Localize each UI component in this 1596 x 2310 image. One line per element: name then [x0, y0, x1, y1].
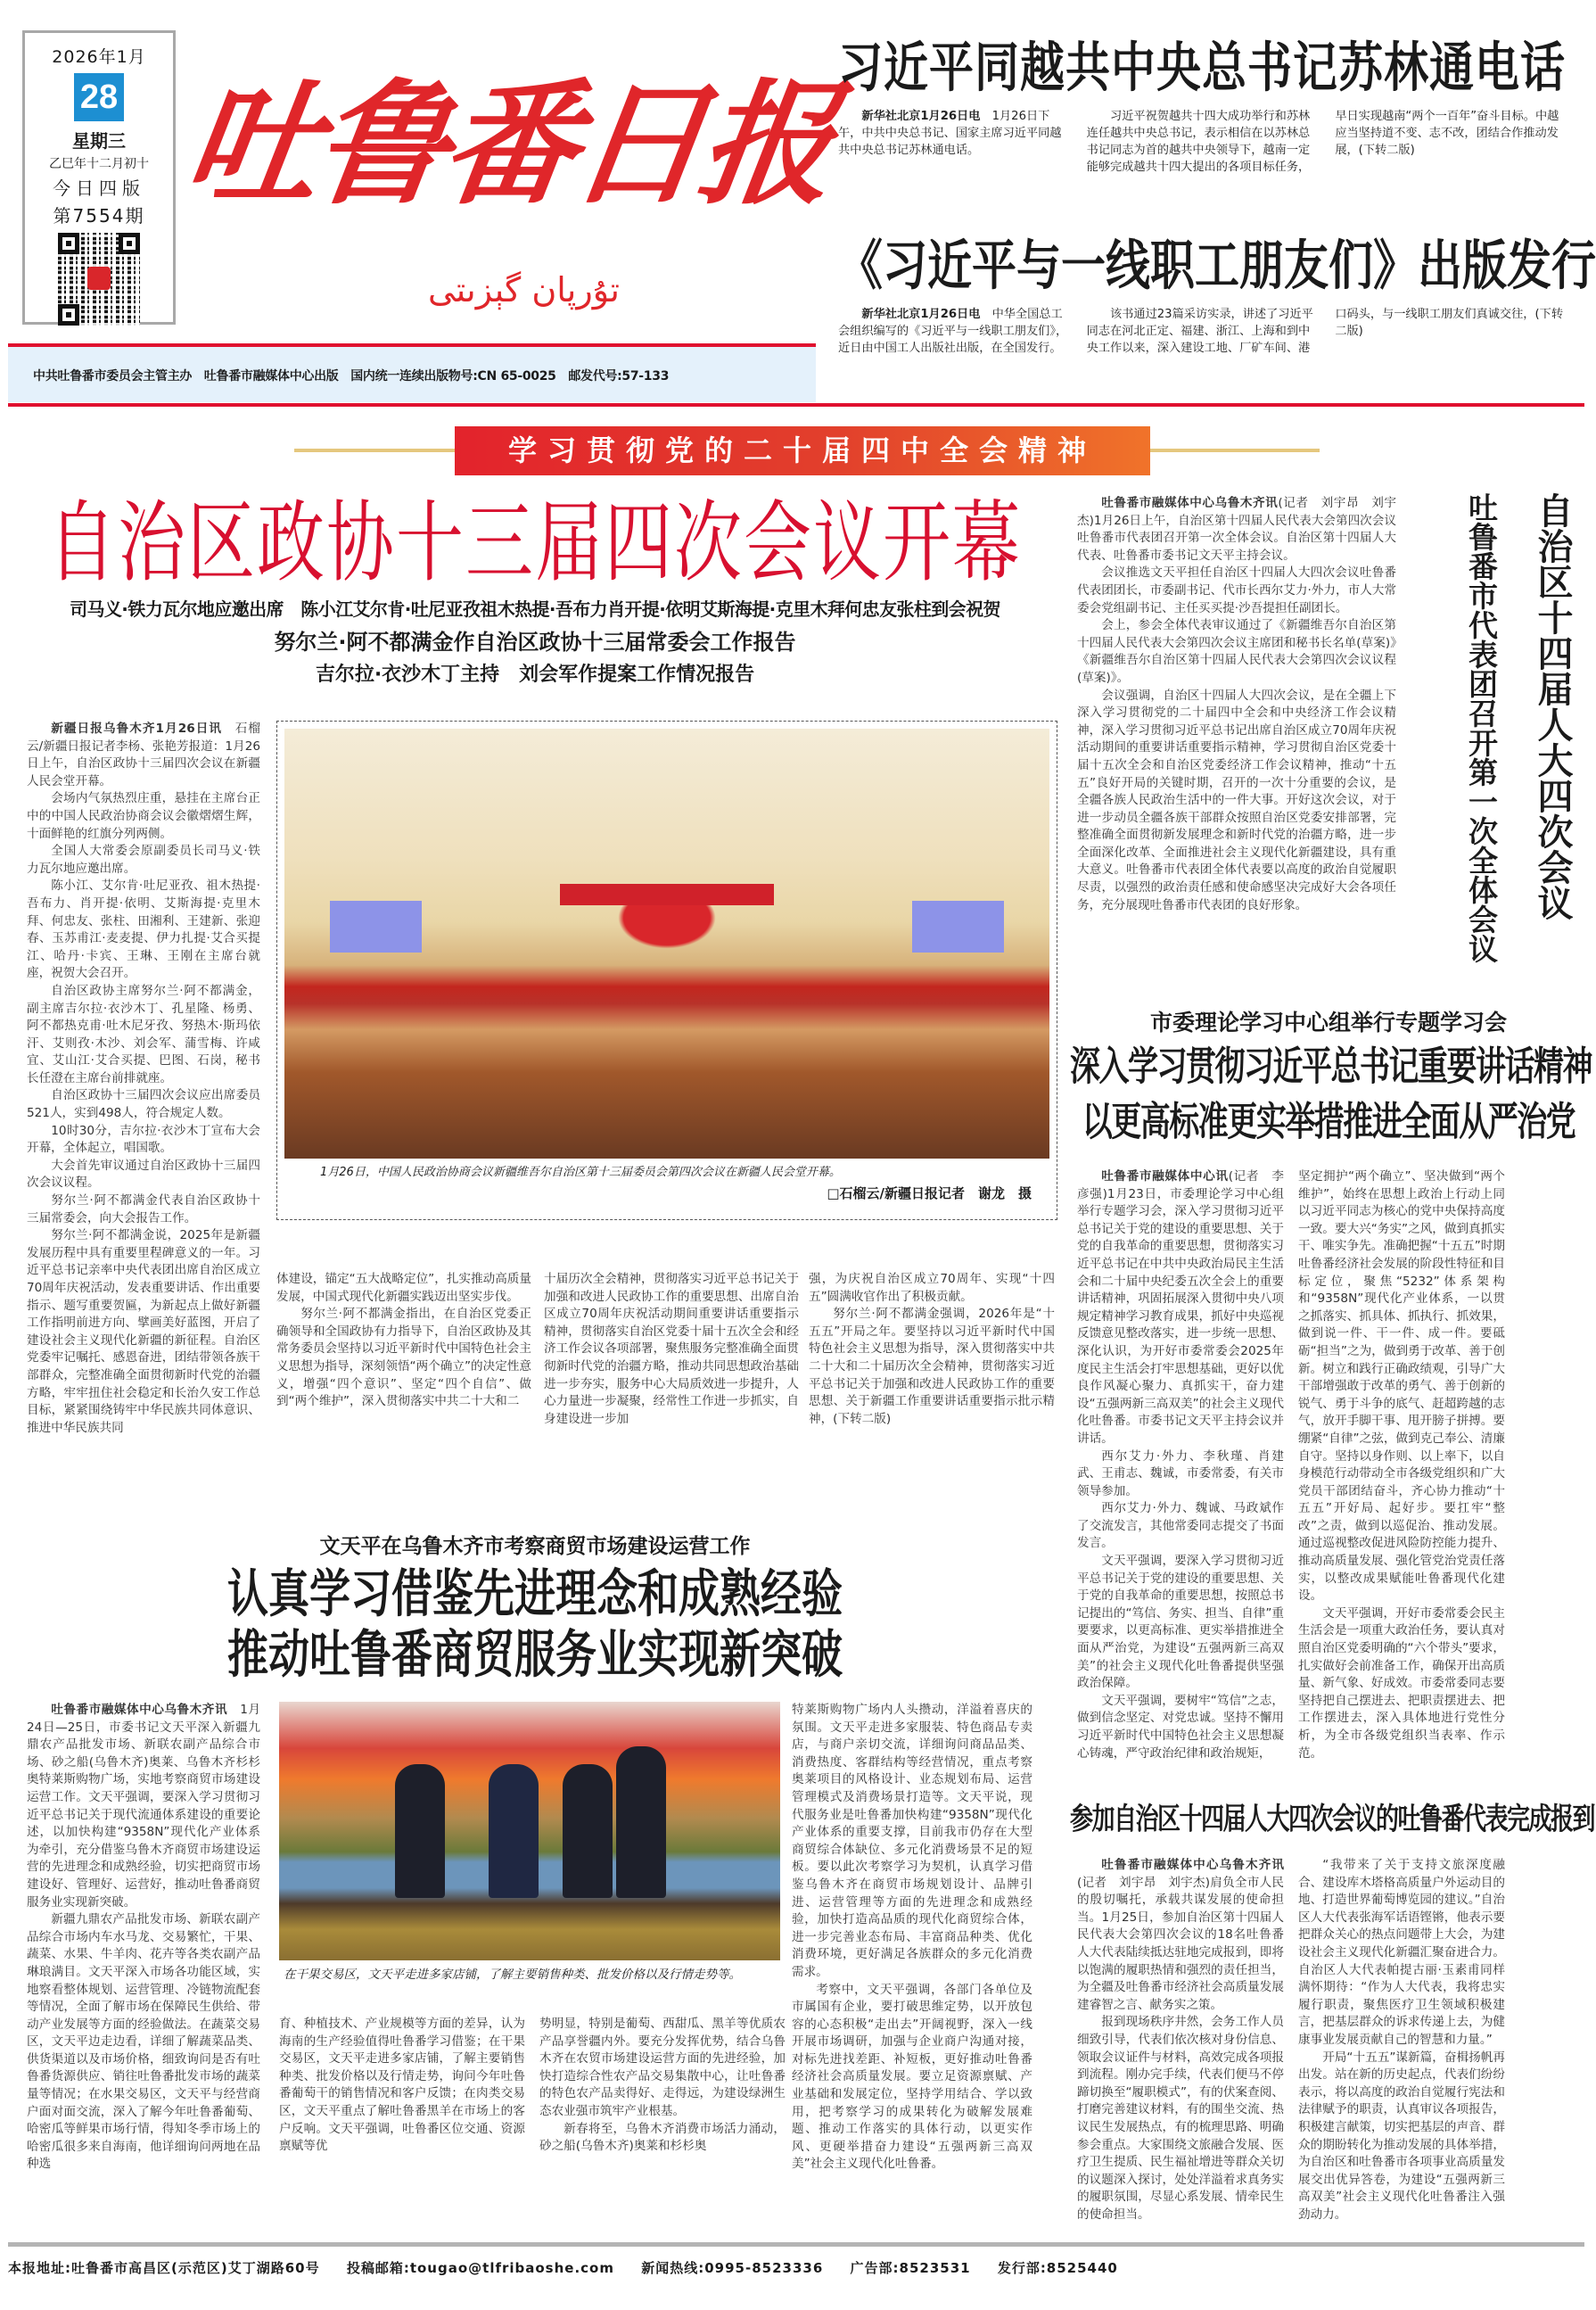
paragraph: 新疆日报乌鲁木齐1月26日讯 石榴云/新疆日报记者李杨、张艳芳报道：1月26日上午，自治区政协十三届四次会议在新疆人民会堂开幕。 — [27, 722, 261, 788]
arrive-column-2 — [1298, 1857, 1505, 2237]
footer-divider — [8, 2242, 1584, 2247]
arrive-headline[interactable]: 参加自治区十四届人大四次会议的吐鲁番代表完成报到 — [1070, 1802, 1595, 1837]
paragraph: 报到现场秩序井然，会务工作人员细致引导，代表们依次核对身份信息、领取会议证件与材料，高效完成各项报到流程。刚办完手续，代表们便马不停蹄切换至“履职模式”，有的伏案查阅、打磨完善建议材料，有的围坐交流、热议民生发展热点，有的梳理思路、明确参会重点。大家围绕文旅融合发展、医疗卫生提质、民生福祉增进等群众关切的议题深入探讨，处处洋溢着求真务实的履职氛围，尽显心系发展、情牵民生的使命担当。 — [1077, 2015, 1284, 2222]
paragraph: 强，为庆祝自治区成立70周年、实现“十四五”圆满收官作出了积极贡献。 — [809, 1272, 1055, 1304]
lead-photo-frame — [276, 721, 1057, 1220]
paragraph: 吐鲁番市融媒体中心乌鲁木齐讯(记者 刘宇昂 刘宇杰)1月26日上午，自治区第十四届人民代表大会第四次会议吐鲁番市代表团召开第一次全体会议。自治区第十四届人大代表、吐鲁番市委书记文天平主持会议。 — [1077, 496, 1397, 563]
paragraph: 努尔兰·阿不都满金指出，在自治区党委正确领导和全国政协有力指导下，自治区政协及其常务委员会坚持以习近平新时代中国特色社会主义思想为指导，深刻领悟“两个确立”的决定性意义，增强“四个意识”、坚定“四个自信”、做到“两个维护”，深入贯彻落实中共二十大和二 — [276, 1307, 531, 1409]
paragraph: 努尔兰·阿不都满金说，2025年是新疆发展历程中具有重要里程碑意义的一年。习近平总书记亲率中央代表团出席自治区成立70周年庆祝活动，发表重要讲话、作出重要指示、题写重要贺匾，为新起点上做好新疆工作指明前进方向、擘画美好蓝图，开启了建设社会主义现代化新疆的新征程。自治区党委牢记嘱托、感恩奋进，团结带领各族干部群众，完整准确全面贯彻新时代党的治疆方略，牢牢扭住社会稳定和长治久安工作总目标，紧紧围绕铸牢中华民族共同体意识、推进中华民族共同 — [27, 1228, 260, 1435]
lead-column-3 — [544, 1271, 799, 1519]
study-kicker: 市委理论学习中心组举行专题学习会 — [1149, 1010, 1507, 1035]
paragraph: 会议强调，自治区十四届人大四次会议，是在全疆上下深入学习贯彻党的二十届四中全会和中央经济工作会议精神，深入学习贯彻习近平总书记出席自治区成立70周年庆祝活动期间的重要讲话重要指示精神，学习贯彻自治区党委十届十五次全会和自治区党委经济工作会议精神，推动“十五五”良好开局的关键时期，召开的一次十分重要的会议，是全疆各族人民政治生活中的一件大事。开好这次会议，对于进一步动员全疆各族干部群众按照自治区党委安排部署，完整准确全面贯彻新发展理念和新时代党的治疆方略，进一步全面深化改革、全面推进社会主义现代化新疆建设，具有重大意义。吐鲁番市代表团全体代表要以高度的政治自觉履职尽责，以强烈的政治责任感和使命感坚决完成好大会各项任务，充分展现吐鲁番市代表团的良好形象。 — [1077, 688, 1396, 912]
person-figure — [395, 1764, 445, 1898]
study-column-1 — [1077, 1168, 1284, 1788]
dateline: 新华社北京1月26日电 — [861, 308, 981, 321]
study-headline-1[interactable]: 深入学习贯彻习近平总书记重要讲话精神 — [1070, 1044, 1592, 1090]
trade-headline-1[interactable]: 认真学习借鉴先进理念和成熟经验 — [227, 1563, 843, 1624]
paragraph: 大会首先审议通过自治区政协十三届四次会议议程。 — [27, 1158, 260, 1191]
screen-left — [330, 901, 422, 953]
paragraph: 自治区政协十三届四次会议应出席委员521人，实到498人，符合规定人数。 — [27, 1088, 260, 1121]
headline[interactable]: 习近平同越共中央总书记苏林通电话 — [838, 37, 1566, 99]
footer-hotline: 新闻热线:0995-8523336 — [641, 2260, 824, 2276]
publisher-info: 中共吐鲁番市委员会主管主办 吐鲁番市融媒体中心出版 国内统一连续出版物号:CN 65-0025 邮发代号:57-133 — [33, 369, 670, 384]
top-news-2 — [838, 234, 1596, 355]
paragraph: 文天平强调，要深入学习贯彻习近平总书记关于党的建设的重要思想、关于党的自我革命的重要思想，按照总书记提出的“笃信、务实、担当、自律”重要要求，以更高标准、更实举措推进全面从严治党，为建设“五强两新三高双美”的社会主义现代化吐鲁番提供坚强政治保障。 — [1077, 1554, 1284, 1691]
newspaper-name-ug: تۇرپان گېزىتى — [428, 270, 620, 309]
topic-banner — [455, 426, 1150, 475]
paragraph: 努尔兰·阿不都满金强调，2026年是“十五五”开局之年。要坚持以习近平新时代中国特色社会主义思想为指导，深入贯彻落实中共二十大和二十届历次全会精神，贯彻落实习近平总书记关于加强和改进人民政协工作的重要思想、关于新疆工作重要讲话重要指示批示精神，(下转二版) — [809, 1307, 1055, 1426]
issue-number: 第7554期 — [53, 205, 145, 227]
photo-credit: □石榴云/新疆日报记者 谢龙 摄 — [827, 1185, 1032, 1201]
newspaper-logo — [176, 46, 841, 314]
paragraph: 10时30分，吉尔拉·衣沙木丁宣布大会开幕，全体起立，唱国歌。 — [27, 1123, 260, 1156]
paragraph: 西尔艾力·外力、李秋瑾、肖建武、王甫志、魏诚，市委常委，有关市领导参加。 — [1077, 1448, 1284, 1498]
photo-caption: 1月26日，中国人民政治协商会议新疆维吾尔自治区第十三届委员会第四次会议在新疆人民会堂开幕。 — [320, 1166, 841, 1179]
person-figure — [616, 1746, 666, 1898]
newspaper-name-cn: 吐鲁番日报 — [176, 66, 841, 223]
paragraph: 育、种植技术、产业规模等方面的差异，认为海南的生产经验值得吐鲁番学习借鉴；在干果交易区，文天平走进多家店铺，了解主要销售种类、批发价格以及行情走势，询问今年吐鲁番葡萄干的销售情况和客户反馈；在肉类交易区，文天平重点了解吐鲁番黑羊在市场上的客户反响。文天平强调，吐鲁番区位交通、资源禀赋等优 — [279, 2017, 525, 2154]
paragraph: 会议推选文天平担任自治区十四届人大四次会议吐鲁番代表团团长，市委副书记、代市长西尔艾力·外力，市人大常委会党组副书记、主任买买提·沙吾提担任副团长。 — [1077, 565, 1396, 615]
arrive-column-1 — [1077, 1857, 1284, 2237]
year-month: 2026年1月 — [52, 47, 146, 67]
paragraph: 吐鲁番市融媒体中心讯(记者 李彦强)1月23日，市委理论学习中心组举行专题学习会，深入学习贯彻习近平总书记关于党的建设的重要思想、关于党的自我革命的重要思想，贯彻落实习近平总书记在中共中央政治局民主生活会和二十届中央纪委五次全会上的重要讲话精神，巩固拓展深入贯彻中央八项规定精神学习教育成果，抓好中央巡视反馈意见整改落实，进一步统一思想、深化认识，为开好市委常委会2025年度民主生活会打牢思想基础，更好以优良作风凝心聚力、真抓实干，奋力建设“五强两新三高双美”的社会主义现代化吐鲁番。市委书记文天平主持会议并讲话。 — [1077, 1169, 1284, 1446]
lead-column-4 — [809, 1271, 1055, 1519]
npc-story-body — [1077, 495, 1396, 981]
masthead-divider — [8, 403, 1584, 407]
trade-kicker: 文天平在乌鲁木齐市考察商贸市场建设运营工作 — [319, 1535, 751, 1558]
lead-story-header — [18, 491, 1052, 714]
market-visit-photo[interactable] — [279, 1702, 780, 1960]
qr-code-icon[interactable] — [58, 233, 140, 326]
editions-count: 今日四版 — [53, 177, 145, 199]
photo-caption: 在干果交易区，文天平走进多家店铺，了解主要销售种类、批发价格以及行情走势等。 — [284, 1968, 741, 1982]
lead-column-2 — [276, 1271, 531, 1519]
dateline: 新华社北京1月26日电 — [861, 110, 981, 123]
paragraph: 特莱斯购物广场内人头攒动，洋溢着喜庆的氛围。文天平走进多家服装、特色商品专卖店，与商户亲切交流，详细询问商品品类、消费热度、客群结构等经营情况，重点考察奥莱项目的风格设计、业态规划布局、运营管理模式及消费场景打造等。文天平说，现代服务业是吐鲁番加快构建“9358N”现代化产业体系的重要支撑，目前我市仍存在大型商贸综合体缺位、多元化消费场景不足的短板。要以此次考察学习为契机，认真学习借鉴乌鲁木齐在商贸市场规划设计、品牌引进、运营管理等方面的先进理念和成熟经验，加快打造高品质的现代化商贸综合体，进一步完善业态布局、丰富商品种类、优化消费环境，更好满足各族群众的多元化消费需求。 — [792, 1703, 1032, 1979]
app-logo-icon — [87, 267, 111, 290]
stage-banner — [560, 884, 774, 905]
paragraph: 习近平祝贺越共十四大成功举行和苏林连任越共中央总书记，表示相信在以苏林总书记同志为首的越共中央领导下，越南一定能够完成越共十四大提出的各项目标任务，早日实现越南“两个一百年”奋斗目标。中越应当坚持道不变、志不改，团结合作推动发展，(下转二版) — [1086, 110, 1559, 174]
weekday: 星期三 — [72, 130, 126, 152]
paragraph: 该书通过23篇采访实录，讲述了习近平同志在河北正定、福建、浙江、上海和到中央工作以来，深入建设工地、厂矿车间、港口码头，与一线职工朋友们真诚交往，(下转二版) — [1086, 308, 1564, 355]
paragraph: 吐鲁番市融媒体中心乌鲁木齐讯(记者 刘宇昂 刘宇杰)肩负全市人民的殷切嘱托，承载共谋发展的使命担当。1月25日，参加自治区第十四届人民代表大会第四次会议的18名吐鲁番人大代表陆续抵达驻地完成报到，即将以饱满的履职热情和强烈的责任担当，为全疆及吐鲁番市经济社会高质量发展建睿智之言、献务实之策。 — [1077, 1858, 1284, 2012]
paragraph: 会场内气氛热烈庄重，悬挂在主席台正中的中国人民政治协商会议会徽熠熠生辉，十面鲜艳的红旗分列两侧。 — [27, 791, 260, 841]
trade-story-header — [18, 1532, 1052, 1695]
footer-distribution: 发行部:8525440 — [997, 2260, 1118, 2276]
paragraph: 会上，参会全体代表审议通过了《新疆维吾尔自治区第十四届人民代表大会第四次会议主席团和秘书长名单(草案)》《新疆维吾尔自治区第十四届人民代表大会第四次会议议程(草案)》。 — [1077, 618, 1396, 685]
footer-info — [8, 2258, 1584, 2278]
paragraph: 努尔兰·阿不都满金代表自治区政协十三届常委会，向大会报告工作。 — [27, 1193, 260, 1225]
trade-headline-2[interactable]: 推动吐鲁番商贸服务业实现新突破 — [227, 1623, 843, 1685]
study-column-2 — [1298, 1168, 1505, 1788]
conference-hall-photo[interactable] — [284, 729, 1049, 1159]
paragraph: 坚定拥护“两个确立”、坚决做到“两个维护”，始终在思想上政治上行动上同以习近平同志为核心的党中央保持高度一致。要大兴“务实”之风，做到真抓实干、唯实争先。准确把握“十五五”时期吐鲁番经济社会发展的阶段性特征和目标定位，聚焦“5232”体系架构和“9358N”现代化产业体系，一以贯之抓落实、抓具体、抓执行、抓效果，做到说一件、干一件、成一件。要砥砺“担当”之为，做到勇于改革、善于创新。树立和践行正确政绩观，引导广大干部增强敢于改革的勇气、善于创新的锐气、勇于斗争的底气、赶超跨越的志气，放开手脚干事、甩开膀子拼搏。要绷紧“自律”之弦，做到克己奉公、清廉自守。坚持以身作则、以上率下，以自身模范行动带动全市各级党组织和广大党员干部团结奋斗，齐心协力推动“十五五”开好局、起好步。要扛牢“整改”之责，做到以巡促治、推动发展。通过巡视整改促进风险防控能力提升、推动高质量发展、强化管党治党责任落实，以整改成果赋能吐鲁番现代化建设。 — [1298, 1169, 1505, 1604]
paragraph: 新华社北京1月26日电 1月26日下午，中共中央总书记、国家主席习近平同越共中央总书记苏林通电话。 — [838, 110, 1062, 157]
vertical-title-1: 自治区十四届人大四次会议 — [1532, 492, 1574, 920]
npc-story-title[interactable] — [1425, 492, 1585, 981]
lead-subtitle-1: 司马义·铁力瓦尔地应邀出席 陈小江艾尔肯·吐尼亚孜祖木热提·吾布力肖开提·依明艾斯海提·克里木拜何忠友张柱到会祝贺 — [70, 598, 1000, 620]
paragraph: 文天平强调，要树牢“笃信”之志，做到信念坚定、对党忠诚。坚持不懈用习近平新时代中国特色社会主义思想凝心铸魂，严守政治纪律和政治规矩， — [1077, 1693, 1284, 1761]
lead-subtitle-2: 努尔兰·阿不都满金作自治区政协十三届常委会工作报告 — [274, 630, 796, 655]
lead-column-1 — [27, 721, 260, 1519]
paragraph: 体建设，锚定“五大战略定位”，扎实推动高质量发展，中国式现代化新疆实践迈出坚实步伐。 — [276, 1272, 531, 1304]
footer-ad-dept: 广告部:8523531 — [850, 2260, 971, 2276]
publisher-bar — [8, 343, 816, 402]
trade-column-1 — [27, 1702, 260, 2237]
arrive-story-header — [1070, 1800, 1595, 1846]
date-box — [22, 30, 176, 325]
day-number: 28 — [74, 73, 124, 121]
paragraph: 自治区政协主席努尔兰·阿不都满金，副主席吉尔拉·衣沙木丁、孔星隆、杨勇、阿不都热克甫·吐木尼牙孜、努热木·斯玛依汗、艾则孜·木沙、刘会军、蒲雪梅、许咸宜、艾山江·艾合买提、巴图、石岗，秘书长任澄在主席台前排就座。 — [27, 983, 260, 1085]
paragraph: 开局“十五五”谋新篇，奋楫扬帆再出发。站在新的历史起点，代表们纷纷表示，将以高度的政治自觉履行宪法和法律赋予的职责，认真审议各项报告，积极建言献策，切实把基层的声音、群众的期盼转化为推动发展的具体举措，为自治区和吐鲁番市各项事业高质量发展交出优异答卷，为建设“五强两新三高双美”社会主义现代化吐鲁番注入强劲动力。 — [1298, 2050, 1505, 2222]
paragraph: 西尔艾力·外力、魏诚、马政斌作了交流发言，其他常委同志提交了书面发言。 — [1077, 1501, 1284, 1551]
paragraph: 文天平强调，开好市委常委会民主生活会是一项重大政治任务，要认真对照自治区党委明确的“六个带头”要求，扎实做好会前准备工作，确保开出高质量、新气象、好成效。市委常委同志要坚持把自己摆进去、把职责摆进去、把工作摆进去，深入具体地进行党性分析，为全市各级党组织当表率、作示范。 — [1298, 1605, 1505, 1761]
person-figure — [489, 1764, 539, 1898]
study-headline-2[interactable]: 以更高标准更实举措推进全面从严治党 — [1082, 1099, 1575, 1145]
paragraph: “我带来了关于支持文旅深度融合、建设库木塔格高质量户外运动目的地、打造世界葡萄博览园的建议。”自治区人大代表张海军话语铿锵，他表示要把群众关心的热点问题带上大会，为建设社会主义现代化新疆汇聚奋进合力。自治区人大代表帕提古丽·玉素甫同样满怀期待：“作为人大代表，我将忠实履行职责，聚焦医疗卫生领域积极建言，把基层群众的诉求传递上去，为健康事业发展贡献自己的智慧和力量。” — [1298, 1858, 1505, 2047]
vertical-title-2: 吐鲁番市代表团召开第一次全体会议 — [1464, 492, 1499, 963]
paragraph: 考察中，文天平强调，各部门各单位及市属国有企业，要打破思维定势，以开放包容的心态积极“走出去”开阔视野，深入一线开展市场调研，加强与企业商户沟通对接，对标先进找差距、补短板，更好推动吐鲁番经济社会高质量发展。要立足资源禀赋、产业基础和发展定位，坚持学用结合、学以致用，把考察学习的成果转化为破解发展难题、推动工作落实的具体行动，以更实作风、更硬举措奋力建设“五强两新三高双美”社会主义现代化吐鲁番。 — [792, 1982, 1032, 2172]
trade-column-2 — [279, 2016, 525, 2237]
paragraph: 新华社北京1月26日电 中华全国总工会组织编写的《习近平与一线职工朋友们》，近日由中国工人出版社出版，在全国发行。 — [838, 308, 1068, 355]
paragraph: 势明显，特别是葡萄、西甜瓜、黑羊等优质农产品享誉疆内外。要充分发挥优势，结合乌鲁木齐在农贸市场建设运营方面的先进经验，加快打造综合性农产品交易集散中心，让吐鲁番的特色农产品卖得好、走得远，为建设绿洲生态农业强市筑牢产业根基。 — [539, 2017, 786, 2118]
paragraph: 陈小江、艾尔肯·吐尼亚孜、祖木热提·吾布力、肖开提·依明、艾斯海提·克里木拜、何忠友、张柱、田湘利、王建新、张迎春、玉苏甫江·麦麦提、伊力扎提·艾合买提江、哈丹·卡宾、王琳、王刚在主席台就座，祝贺大会召开。 — [27, 879, 260, 981]
person-figure — [563, 1764, 613, 1898]
paragraph: 全国人大常委会原副委员长司马义·铁力瓦尔地应邀出席。 — [27, 844, 260, 876]
headline[interactable]: 《习近平与一线职工朋友们》出版发行 — [838, 235, 1596, 297]
lunar-date: 乙巳年十二月初十 — [49, 157, 149, 171]
banner-text: 学习贯彻党的二十届四中全会精神 — [507, 433, 1097, 467]
study-story-header — [1070, 1008, 1592, 1159]
paragraph: 十届历次全会精神，贯彻落实习近平总书记关于加强和改进人民政协工作的重要思想、出席自治区成立70周年庆祝活动期间重要讲话重要指示精神，贯彻落实自治区党委十届十五次全会和经济工作会议各项部署，聚焦服务完整准确全面贯彻新时代党的治疆方略，推动共同思想政治基础进一步夯实，服务中心大局质效进一步提升，人心力量进一步凝聚，经常性工作进一步抓实，自身建设进一步加 — [544, 1272, 799, 1426]
footer-email[interactable]: 投稿邮箱:tougao@tlfribaoshe.com — [346, 2260, 614, 2276]
trade-column-3 — [539, 2016, 786, 2237]
paragraph: 新春将至，乌鲁木齐消费市场活力涌动，砂之船(乌鲁木齐)奥莱和杉杉奥 — [539, 2121, 786, 2154]
footer-address: 本报地址:吐鲁番市高昌区(示范区)艾丁湖路60号 — [8, 2260, 320, 2276]
screen-right — [912, 901, 1004, 953]
lead-headline[interactable]: 自治区政协十三届四次会议开幕 — [48, 491, 1022, 594]
paragraph: 吐鲁番市融媒体中心乌鲁木齐讯 1月24日—25日，市委书记文天平深入新疆九鼎农产品批发市场、新联农副产品综合市场、砂之船(乌鲁木齐)奥莱、乌鲁木齐杉杉奥特莱斯购物广场，实地考察商贸市场建设运营工作。文天平强调，要深入学习贯彻习近平总书记关于现代流通体系建设的重要论述，以加快构建“9358N”现代化产业体系为牵引，充分借鉴乌鲁木齐商贸市场建设运营的先进理念和成熟经验，切实把商贸市场建设好、管理好、运营好，推动吐鲁番商贸服务业实现新突破。 — [27, 1703, 260, 1910]
paragraph: 新疆九鼎农产品批发市场、新联农副产品综合市场内车水马龙、交易繁忙，干果、蔬菜、水果、牛羊肉、花卉等各类农副产品琳琅满目。文天平深入市场各功能区域，实地察看整体规划、运营管理、冷链物流配套等情况，全面了解市场在保障民生供给、带动产业发展等方面的经验做法。在蔬菜交易区，文天平边走边看，详细了解蔬菜品类、供货渠道以及市场价格，细致询问是否有吐鲁番货源供应、销往吐鲁番批发市场的蔬菜量等情况；在水果交易区，文天平与经营商户面对面交流，深入了解今年吐鲁番葡萄、哈密瓜等鲜果市场行情，得知冬季市场上的哈密瓜很多来自海南，他详细询问两地在品种选 — [27, 1912, 260, 2172]
top-news-1 — [838, 36, 1569, 223]
trade-column-4 — [792, 1702, 1032, 2237]
lead-subtitle-3: 吉尔拉·衣沙木丁主持 刘会军作提案工作情况报告 — [315, 664, 755, 686]
article-body — [838, 108, 1569, 176]
